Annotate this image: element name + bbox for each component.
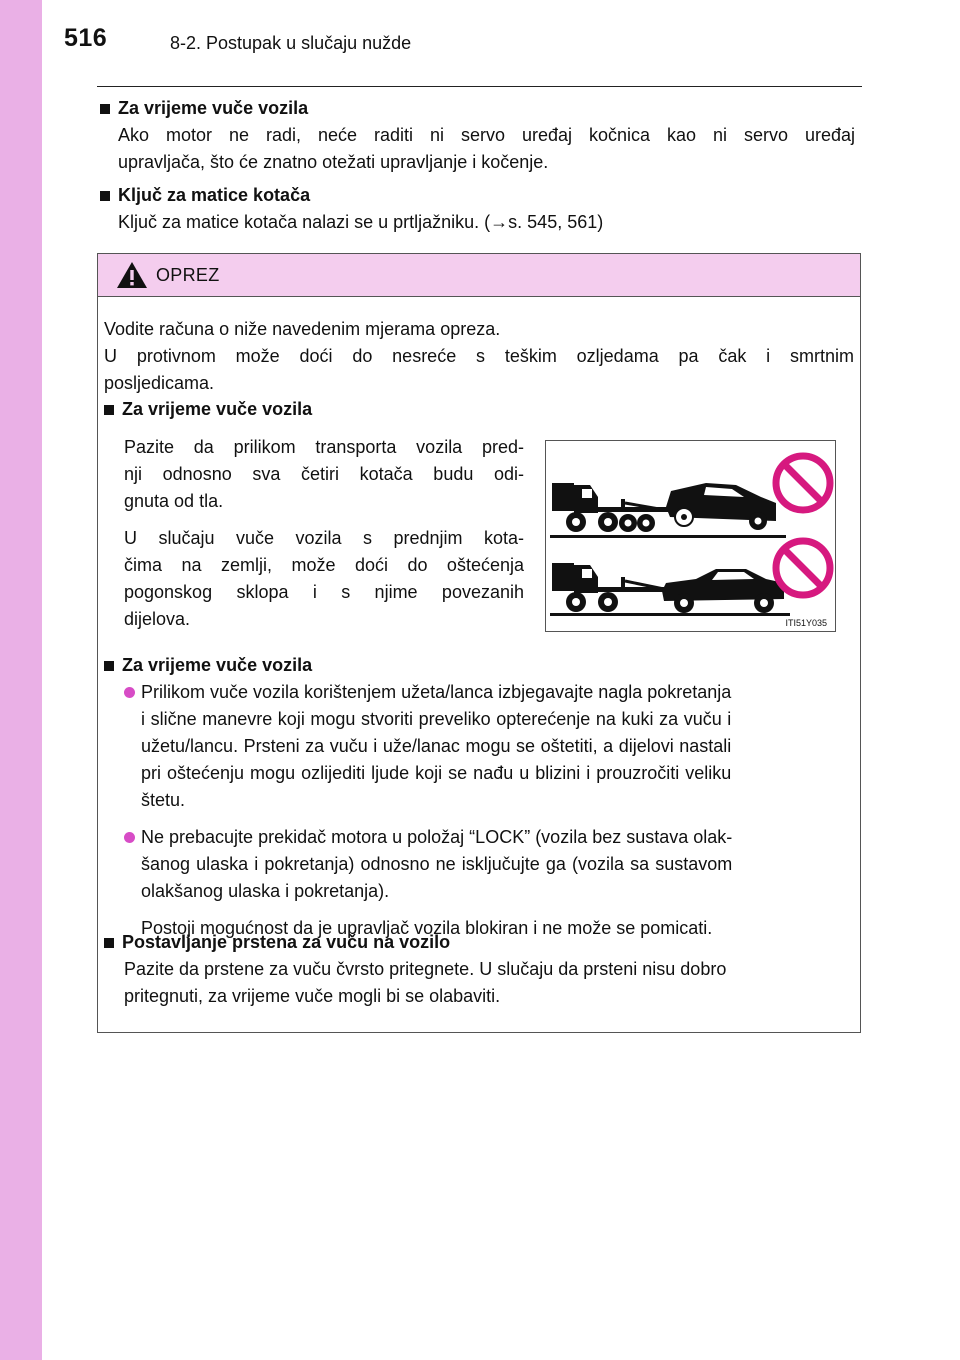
square-bullet-icon bbox=[104, 938, 114, 948]
bullet-item: Prilikom vuče vozila korištenjem užeta/lanca izbjegavajte nagla pokretanja i slične manevre koji mogu stvoriti preveliko opterećenje na kuki za vuču i užetu/lancu. Prsteni za vuču i uže/lanac mogu se oštetiti, a dijelovi nastali pri oštećenju mogu ozlijediti ljude koji se nađu u blizini i prouzročiti veliku štetu. bbox=[104, 679, 854, 814]
caution-towing2-section: Za vrijeme vuče vozila Prilikom vuče vozila korištenjem užeta/lanca izbjegavajte nagla pokretanja i slične manevre koji mogu stvoriti preveliko opterećenje na kuki za vuču i užetu/lancu. Prsteni za vuču i uže/lanac mogu se oštetiti, a dijelovi nastali pri oštećenju mogu ozlijediti ljude koji se nađu u blizini i prouzročiti veliku štetu. Ne prebacujte prekidač motora u položaj “LOCK” (vozila bez sustava olak- šanog ulaska i pokretanja) odnosno ne isključujte ga (vozila sa sustavom olakšanog ulaska i pokretanja). Postoji mogućnost da je upravljač vozila blokiran i ne može se pomicati. bbox=[104, 652, 854, 942]
tow-truck-drawing bbox=[546, 441, 835, 631]
header-rule bbox=[97, 86, 862, 87]
intro-towing-heading: Za vrijeme vuče vozila bbox=[100, 95, 855, 122]
illustration-code: ITI51Y035 bbox=[785, 618, 827, 628]
square-bullet-icon bbox=[104, 661, 114, 671]
intro-towing-text: Ako motor ne radi, neće raditi ni servo uređaj kočnica kao ni servo uređaj upravljača, što će znatno otežati upravljanje i kočenje. bbox=[118, 125, 855, 172]
towing-illustration bbox=[545, 440, 836, 632]
intro-wrench-section bbox=[100, 182, 855, 236]
intro-wrench-text: Ključ za matice kotača nalazi se u prtljažniku. (→s. 545, 561) bbox=[118, 212, 604, 232]
round-bullet-icon bbox=[124, 687, 135, 698]
square-bullet-icon bbox=[100, 191, 110, 201]
square-bullet-icon bbox=[104, 405, 114, 415]
page-number: 516 bbox=[64, 24, 108, 52]
caution-towing-heading: Za vrijeme vuče vozila bbox=[104, 396, 854, 423]
caution-ring-section: Postavljanje prstena za vuču na vozilo Pazite da prstene za vuču čvrsto pritegnete. U slučaju da prsteni nisu dobro pritegnuti, za vrijeme vuče mogli bi se olabaviti. bbox=[104, 929, 854, 1010]
warning-triangle-icon bbox=[116, 261, 148, 289]
section-title: 8-2. Postupak u slučaju nužde bbox=[170, 33, 412, 53]
intro-towing-section bbox=[100, 95, 855, 176]
caution-box bbox=[97, 253, 861, 1033]
caution-header bbox=[98, 254, 860, 297]
bullet-item: Ne prebacujte prekidač motora u položaj “LOCK” (vozila bez sustava olak- šanog ulaska i pokretanja) odnosno ne isključujte ga (vozila sa sustavom olakšanog ulaska i pokretanja). Postoji mogućnost da je upravljač vozila blokiran i ne može se pomicati. bbox=[104, 824, 854, 942]
square-bullet-icon bbox=[100, 104, 110, 114]
caution-towing-text: Pazite da prilikom transporta vozila pred- nji odnosno sva četiri kotača budu odi- gnuta od tla. U slučaju vuče vozila s prednjim kota- čima na zemlji, može doći do oštećenja pogonskog sklopa i s njime povezanih dijelova. bbox=[124, 437, 524, 629]
caution-intro: Vodite računa o niže navedenim mjerama opreza. U protivnom može doći do nesreće s teškim ozljedama pa čak i smrtnim posljedicama. bbox=[104, 319, 854, 393]
intro-wrench-heading: Ključ za matice kotača bbox=[100, 182, 855, 209]
side-strip bbox=[0, 0, 42, 1360]
caution-label: OPREZ bbox=[156, 264, 220, 285]
round-bullet-icon bbox=[124, 832, 135, 843]
